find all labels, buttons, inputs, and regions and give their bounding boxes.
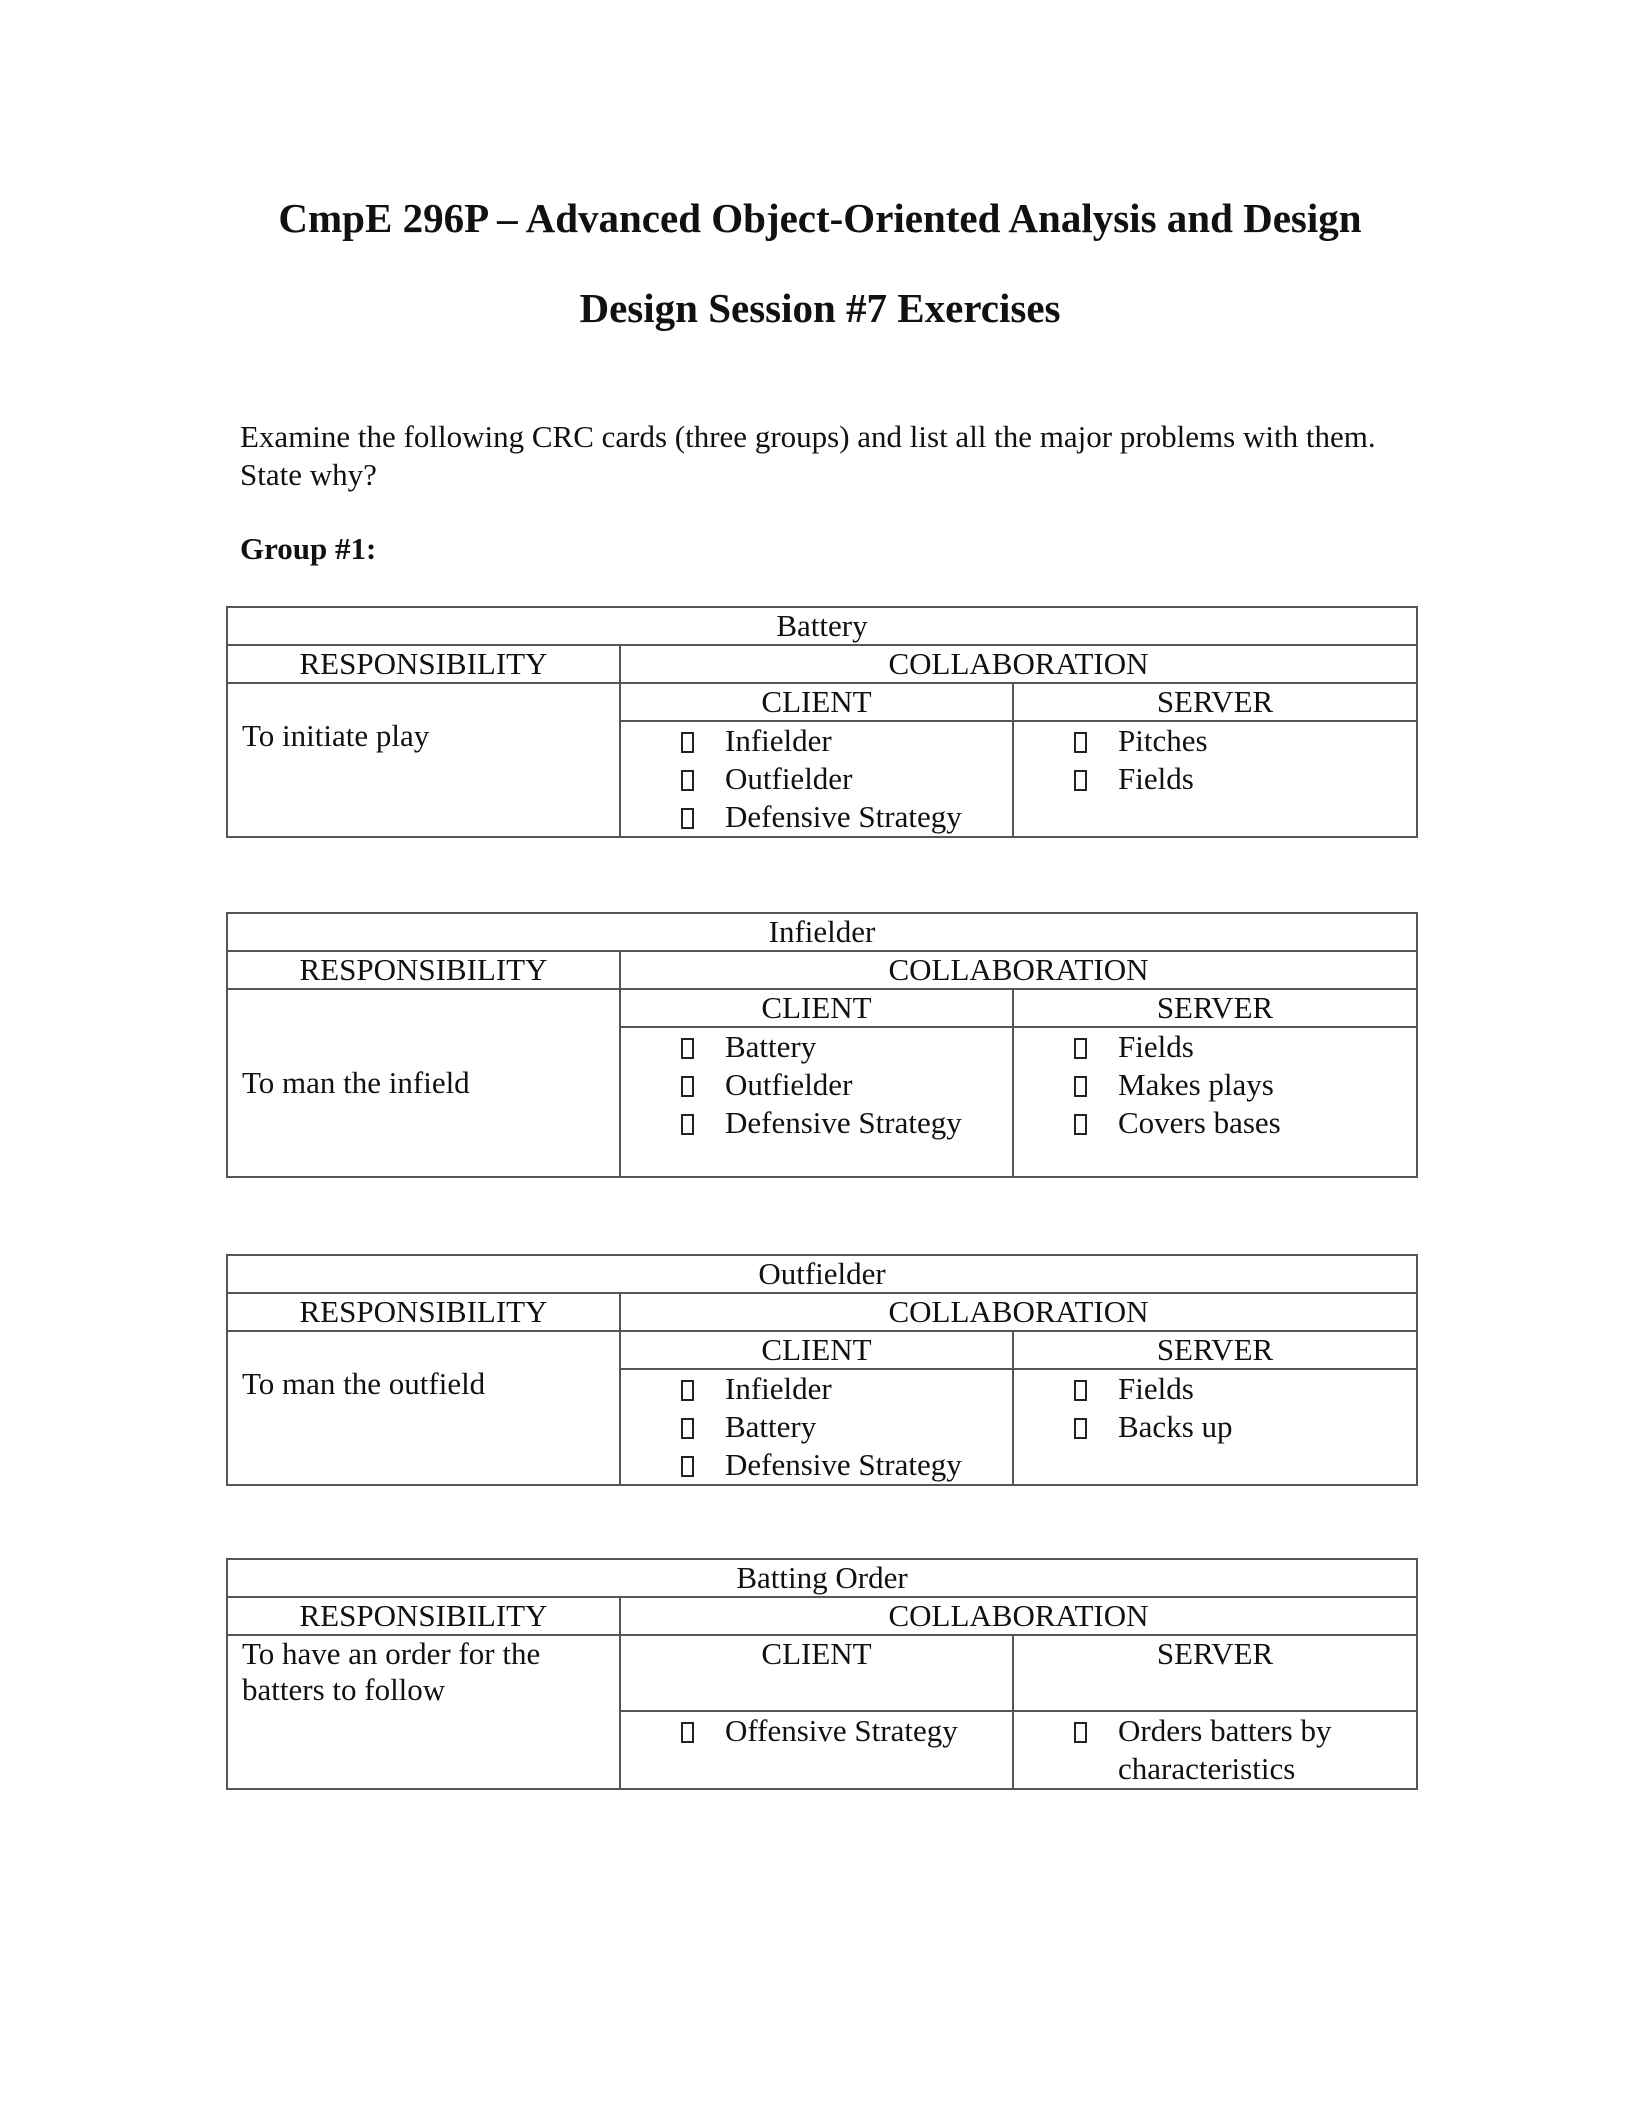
responsibility-cell: To man the infield (227, 989, 620, 1177)
responsibility-cell: To initiate play (227, 683, 620, 837)
instructions-paragraph: Examine the following CRC cards (three groups) and list all the major problems with them. State why? (240, 419, 1376, 492)
checkbox-glyph-icon (1074, 1038, 1087, 1059)
server-header: SERVER (1013, 989, 1417, 1027)
server-cell (1013, 721, 1417, 837)
client-cell (620, 1369, 1013, 1485)
responsibility-cell: To man the outfield (227, 1331, 620, 1485)
server-header: SERVER (1013, 683, 1417, 721)
client-item: Defensive Strategy (681, 1104, 1012, 1142)
client-header: CLIENT (620, 1635, 1013, 1711)
checkbox-glyph-icon (681, 770, 694, 791)
server-item: Orders batters by characteristics (1074, 1712, 1416, 1788)
client-item: Defensive Strategy (681, 1446, 1012, 1484)
checkbox-glyph-icon (681, 1418, 694, 1439)
crc-class-name: Infielder (227, 913, 1417, 951)
responsibility-header: RESPONSIBILITY (227, 1293, 620, 1331)
checkbox-glyph-icon (1074, 1418, 1087, 1439)
checkbox-glyph-icon (681, 1114, 694, 1135)
server-header: SERVER (1013, 1635, 1417, 1711)
client-item: Infielder (681, 1370, 1012, 1408)
crc-card-battery (226, 606, 1418, 838)
server-cell (1013, 1711, 1417, 1789)
responsibility-cell: To have an order for the batters to follow (227, 1635, 620, 1789)
server-item: Fields (1074, 1370, 1416, 1408)
client-item: Outfielder (681, 1066, 1012, 1104)
crc-card-outfielder (226, 1254, 1418, 1486)
checkbox-glyph-icon (1074, 1076, 1087, 1097)
client-item: Infielder (681, 722, 1012, 760)
client-item: Defensive Strategy (681, 798, 1012, 836)
checkbox-glyph-icon (1074, 732, 1087, 753)
checkbox-glyph-icon (1074, 1380, 1087, 1401)
crc-class-name: Outfielder (227, 1255, 1417, 1293)
checkbox-glyph-icon (681, 1456, 694, 1477)
server-cell (1013, 1369, 1417, 1485)
checkbox-glyph-icon (681, 1038, 694, 1059)
server-item: Fields (1074, 1028, 1416, 1066)
client-cell (620, 721, 1013, 837)
client-header: CLIENT (620, 989, 1013, 1027)
crc-class-name: Batting Order (227, 1559, 1417, 1597)
server-item: Pitches (1074, 722, 1416, 760)
client-item: Offensive Strategy (681, 1712, 1012, 1750)
client-list (621, 1370, 1012, 1484)
collaboration-header: COLLABORATION (620, 645, 1417, 683)
checkbox-glyph-icon (681, 732, 694, 753)
crc-card-batting-order (226, 1558, 1418, 1790)
checkbox-glyph-icon (681, 808, 694, 829)
client-list (621, 722, 1012, 836)
server-item: Backs up (1074, 1408, 1416, 1446)
server-cell (1013, 1027, 1417, 1177)
page-subtitle: Design Session #7 Exercises (579, 285, 1061, 331)
client-cell (620, 1711, 1013, 1789)
client-cell (620, 1027, 1013, 1177)
server-item: Covers bases (1074, 1104, 1416, 1142)
checkbox-glyph-icon (1074, 1722, 1087, 1743)
checkbox-glyph-icon (1074, 770, 1087, 791)
client-header: CLIENT (620, 1331, 1013, 1369)
checkbox-glyph-icon (681, 1722, 694, 1743)
client-header: CLIENT (620, 683, 1013, 721)
client-list (621, 1712, 1012, 1750)
checkbox-glyph-icon (681, 1076, 694, 1097)
server-list (1014, 1028, 1416, 1142)
group-heading: Group #1: (240, 531, 377, 566)
client-item: Battery (681, 1408, 1012, 1446)
crc-card-infielder (226, 912, 1418, 1178)
responsibility-header: RESPONSIBILITY (227, 1597, 620, 1635)
server-item: Fields (1074, 760, 1416, 798)
page-title: CmpE 296P – Advanced Object-Oriented Analysis and Design (278, 195, 1362, 241)
server-item: Makes plays (1074, 1066, 1416, 1104)
crc-class-name: Battery (227, 607, 1417, 645)
collaboration-header: COLLABORATION (620, 1293, 1417, 1331)
client-list (621, 1028, 1012, 1142)
server-list (1014, 1712, 1416, 1788)
checkbox-glyph-icon (681, 1380, 694, 1401)
responsibility-header: RESPONSIBILITY (227, 951, 620, 989)
server-list (1014, 1370, 1416, 1446)
collaboration-header: COLLABORATION (620, 1597, 1417, 1635)
server-header: SERVER (1013, 1331, 1417, 1369)
collaboration-header: COLLABORATION (620, 951, 1417, 989)
server-list (1014, 722, 1416, 798)
client-item: Battery (681, 1028, 1012, 1066)
responsibility-header: RESPONSIBILITY (227, 645, 620, 683)
checkbox-glyph-icon (1074, 1114, 1087, 1135)
client-item: Outfielder (681, 760, 1012, 798)
